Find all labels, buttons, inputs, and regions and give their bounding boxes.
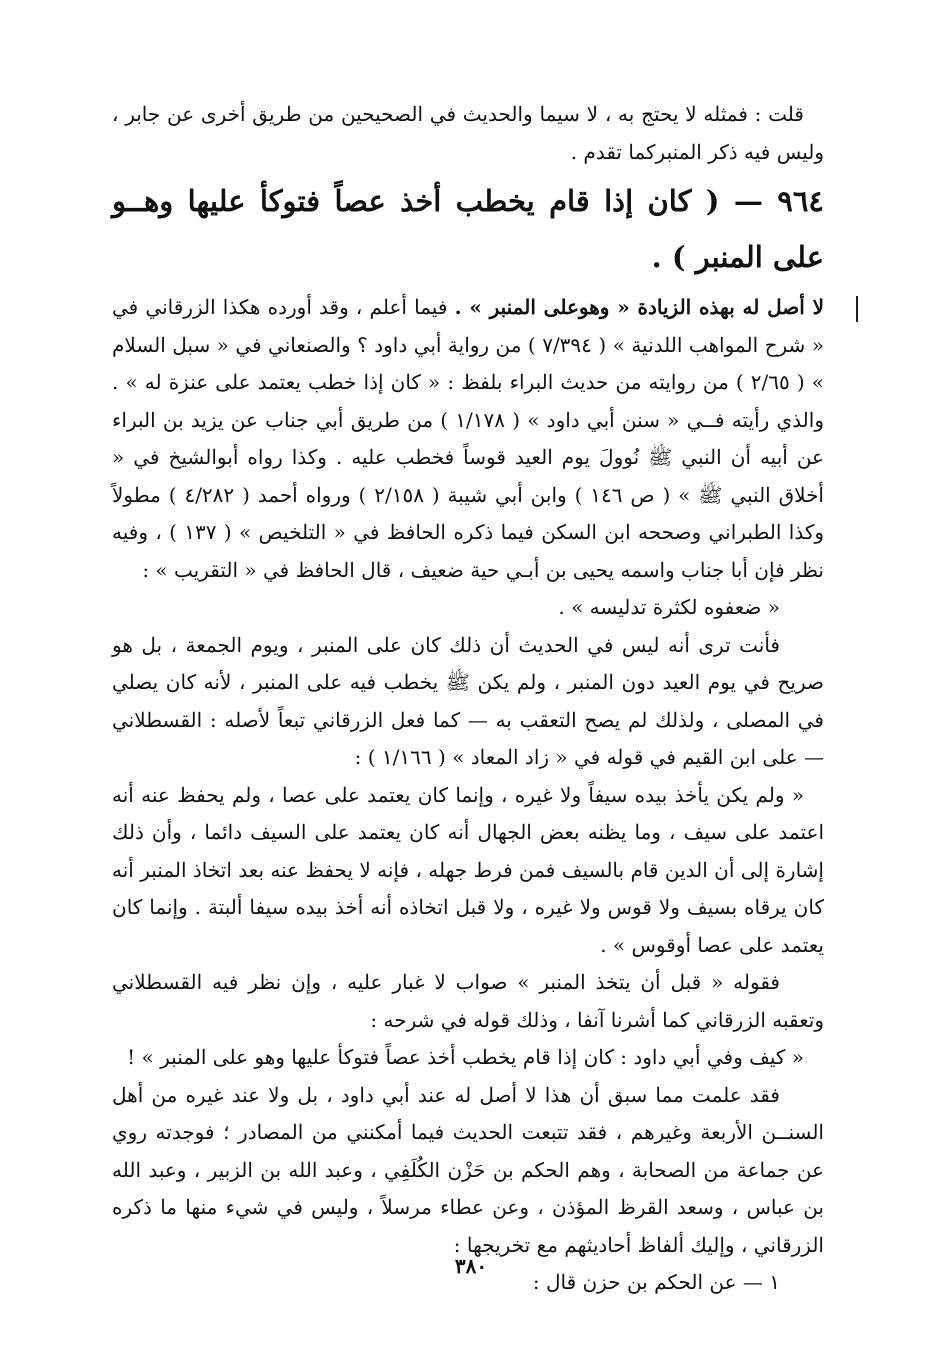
- text-column: [112, 96, 824, 1302]
- discussion-paragraph: فأنت ترى أنه ليس في الحديث أن ذلك كان على المنبر ، ويوم الجمعة ، بل هو صريح في يوم العيد دون المنبر ، ولم يكن ﷺ يخطب فيه على المنبر ، لأنه كان يصلي في المصلى ، ولذلك لم يصح التعقب به — كما فعل الزرقاني تبعاً لأصله : القسطلاني — على ابن القيم في قوله في « زاد المعاد » ( ١/١٦٦ ) :: [112, 632, 824, 769]
- response-paragraph: فقوله « قبل أن يتخذ المنبر » صواب لا غبار عليه ، وإن نظر فيه القسطلاني وتعقبه الزرقاني كما أشرنا آنفا ، وذلك قوله في شرحه :: [112, 970, 824, 1032]
- ruling-text: فيما أعلم ، وقد أورده هكذا الزرقاني في « شرح المواهب اللدنية » ( ٧/٣٩٤ ) من رواية أبي داود ؟ والصنعاني في « سبل السلام » ( ٢/٦٥ ) من روايته من حديث البراء بلفظ : « كان إذا خطب يعتمد على عنزة له » . والذي رأيته فــي « سنن أبي داود » ( ١/١٧٨ ) من طريق أبي جناب عن يزيد بن البراء عن أبيه أن النبي ﷺ نُوولَ يوم العيد قوساً فخطب عليه . وكذا رواه أبوالشيخ في « أخلاق النبي ﷺ » ( ص ١٤٦ ) وابن أبي شيبة ( ٢/١٥٨ ) ورواه أحمد ( ٤/٢٨٢ ) مطولاً وكذا الطبراني وصححه ابن السكن فيما ذكره الحافظ في « التلخيص » ( ١٣٧ ) ، وفيه نظر فإن أبا جناب واسمه يحيى بن أبـي حية ضعيف ، قال الحافظ في « التقريب » :: [112, 295, 825, 582]
- page-number: ٣٨٠: [454, 1254, 488, 1278]
- margin-mark: [856, 296, 858, 322]
- ruling-paragraph: [112, 289, 824, 589]
- hadith-title: ٩٦٤ — ( كان إذا قام يخطب أخذ عصاً فتوكأ عليها وهــو على المنبر ) .: [112, 184, 824, 274]
- quote-zurqani: « كيف وفي أبي داود : كان إذا قام يخطب أخذ عصاً فتوكأ عليها وهو على المنبر » !: [127, 1045, 804, 1069]
- ruling-bold: لا أصل له بهذه الزيادة « وهوعلى المنبر » .: [454, 295, 824, 319]
- list-item: ١ — عن الحكم بن حزن قال :: [532, 1270, 780, 1294]
- conclusion-paragraph: فقد علمت مما سبق أن هذا لا أصل له عند أبي داود ، بل ولا عند غيره من أهل السنــن الأربعة وغيرهم ، فقد تتبعت الحديث فيما أمكنني من المصادر ؛ فوجدته روي عن جماعة من الصحابة ، وهم الحكم بن حَزْن الكُلَفِي ، وعبد الله بن الزبير ، وعبد الله بن عباس ، وسعد القرظ المؤذن ، وعن عطاء مرسلاً ، وليس في شيء منها ما ذكره الزرقاني ، وإليك ألفاظ أحاديثهم مع تخريجها :: [112, 1082, 824, 1257]
- intro-paragraph: قلت : فمثله لا يحتج به ، لا سيما والحديث في الصحيحين من طريق أخرى عن جابر ، وليس فيه ذكر المنبركما تقدم .: [112, 102, 824, 164]
- quote-zad-almaad: « ولم يكن يأخذ بيده سيفاً ولا غيره ، وإنما كان يعتمد على عصا ، ولم يحفظ عنه أنه اعتمد على سيف ، وما يظنه بعض الجهال أنه كان يعتمد على السيف دائما ، وأن ذلك إشارة إلى أن الدين قام بالسيف فمن فرط جهله ، فإنه لا يحفظ عنه بعد اتخاذ المنبر أنه كان يرقاه بسيف ولا قوس ولا غيره ، ولا قبل اتخاذه أنه أخذ بيده سيفا ألبتة . وإنما كان يعتمد على عصا أوقوس » .: [112, 782, 824, 957]
- quote-taqrib: « ضعفوه لكثرة تدليسه » .: [558, 595, 780, 619]
